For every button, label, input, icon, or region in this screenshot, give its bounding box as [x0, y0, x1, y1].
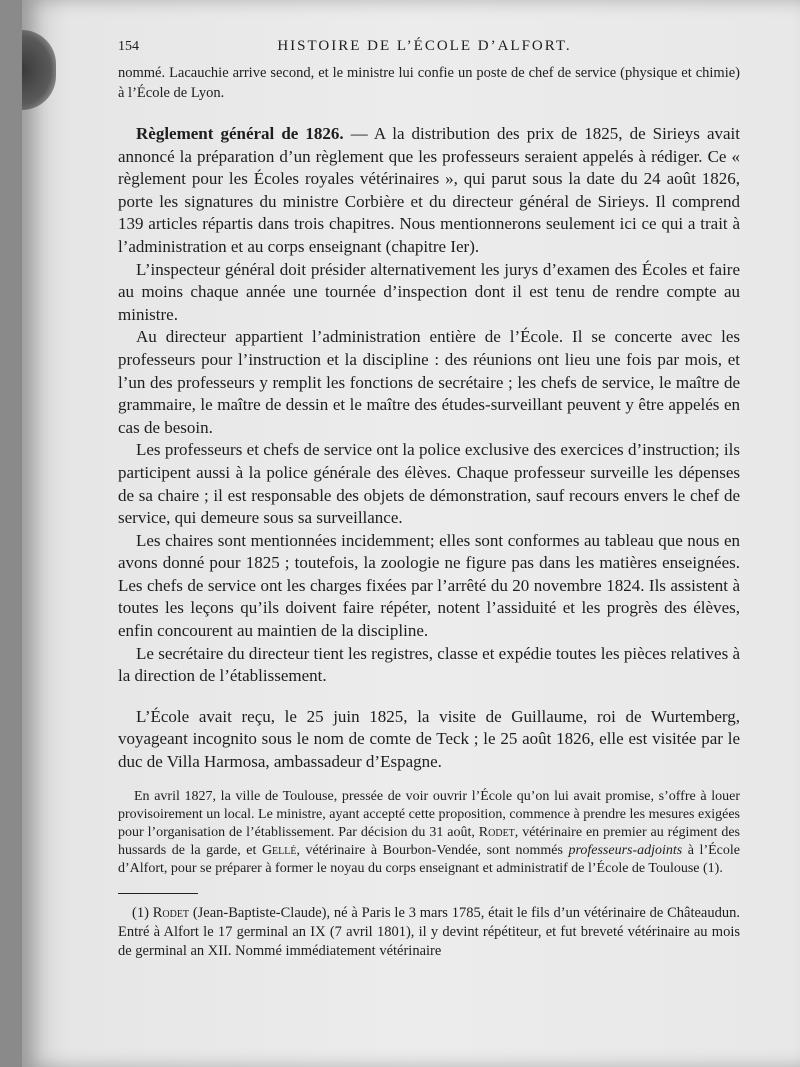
footnote-name: Rodet — [152, 904, 190, 921]
note-name-rodet: Rodet — [478, 825, 515, 841]
note-italic-term: professeurs-adjoints — [568, 843, 683, 859]
page-content — [118, 38, 740, 961]
page-number: 154 — [118, 39, 139, 54]
section-paragraph-6: Le secrétaire du directeur tient les registres, classe et expédie toutes les pièces relatives à la direction de l’établissement. — [118, 643, 740, 686]
toulouse-note — [118, 788, 740, 879]
section-paragraph-5: Les chaires sont mentionnées incidemment; elles sont conformes au tableau que nous en avons donné pour 1825 ; toutefois, la zoologie ne figure pas dans les matières enseignées. Les chefs de service ont les charges fixées par l’arrêté du 20 novembre 1824. Ils assistent à toutes les leçons qu’ils doivent faire répéter, notent l’assiduité et les progrès des élèves, enfin concourent au maintien de la discipline. — [118, 530, 740, 641]
visit-paragraph: L’École avait reçu, le 25 juin 1825, la visite de Guillaume, roi de Wurtemberg, voyageant incognito sous le nom de comte de Teck ; le 25 août 1826, elle est visitée par le duc de Villa Harmosa, ambassadeur d’Espagne. — [118, 706, 740, 772]
section-paragraph-2: L’inspecteur général doit présider alternativement les jurys d’examen des Écoles et faire au moins chaque année une tournée d’inspection dont il est tenu de rendre compte au ministre. — [118, 259, 740, 324]
note-text-4: à l’École d’Alfort, pour se préparer à former le noyau du corps enseignant et administratif de l’École de Toulouse (1). — [118, 843, 740, 877]
running-title: HISTOIRE DE L’ÉCOLE D’ALFORT. — [277, 38, 572, 54]
section-paragraph-1-text: — A la distribution des prix de 1825, de Sirieys avait annoncé la préparation d’un règlement que les professeurs seraient appelés à rédiger. Ce « règlement pour les Écoles royales vétérinaires », qui parut sous la date du 24 août 1826, porte les signatures du ministre Corbière et du directeur général de Sirieys. Il comprend 139 articles répartis dans trois chapitres. Nous mentionnerons seulement ici ce qui a trait à l’administration et au corps enseignant (chapitre Ier). — [118, 124, 740, 256]
footnote — [118, 904, 740, 961]
footnote-text: (Jean-Baptiste-Claude), né à Paris le 3 mars 1785, était le fils d’un vétérinaire de Châteaudun. Entré à Alfort le 17 germinal an IX (7 avril 1801), il y devint répétiteur, et fut breveté vétérinaire au mois de germinal an XII. Nommé immédiatement vétérinaire — [118, 904, 740, 959]
binding-shadow — [22, 30, 56, 110]
section-paragraph-4: Les professeurs et chefs de service ont la police exclusive des exercices d’instruction; ils participent aussi à la police générale des élèves. Chaque professeur surveille les dépenses de sa chaire ; il est responsable des objets de démonstration, sauf recours envers le chef de service, qui demeure sous sa surveillance. — [118, 440, 740, 528]
section-heading: Règlement général de 1826. — [136, 124, 344, 143]
intro-paragraph: nommé. Lacauchie arrive second, et le ministre lui confie un poste de chef de service (physique et chimie) à l’École de Lyon. — [118, 65, 740, 101]
note-text-3: , vétérinaire à Bourbon-Vendée, sont nommés — [296, 843, 569, 859]
note-text-1: En avril 1827, la ville de Toulouse, pressée de voir ouvrir l’École qu’on lui avait promise, s’offre à louer provisoirement un local. Le ministre, ayant accepté cette proposition, commence à prendre les mesures exigées pour l’organisation de l’établissement. Par décision du 31 août, — [118, 788, 740, 841]
section-paragraph-3: Au directeur appartient l’administration entière de l’École. Il se concerte avec les professeurs pour l’instruction et la discipline : des réunions ont lieu une fois par mois, et l’un des professeurs y remplit les fonctions de secrétaire ; les chefs de service, le maître de grammaire, le maître de dessin et le maître des études-surveillant peuvent y être appelés en cas de besoin. — [118, 327, 740, 437]
section-paragraph-1 — [118, 123, 740, 259]
footnote-marker: (1) — [132, 904, 153, 921]
note-text-2: , vétérinaire en premier au régiment des hussards de la garde, et — [118, 825, 740, 859]
note-name-gelle: Gellé — [261, 843, 297, 859]
footnote-divider — [118, 893, 198, 894]
running-header — [118, 38, 740, 55]
book-page — [22, 0, 800, 1067]
